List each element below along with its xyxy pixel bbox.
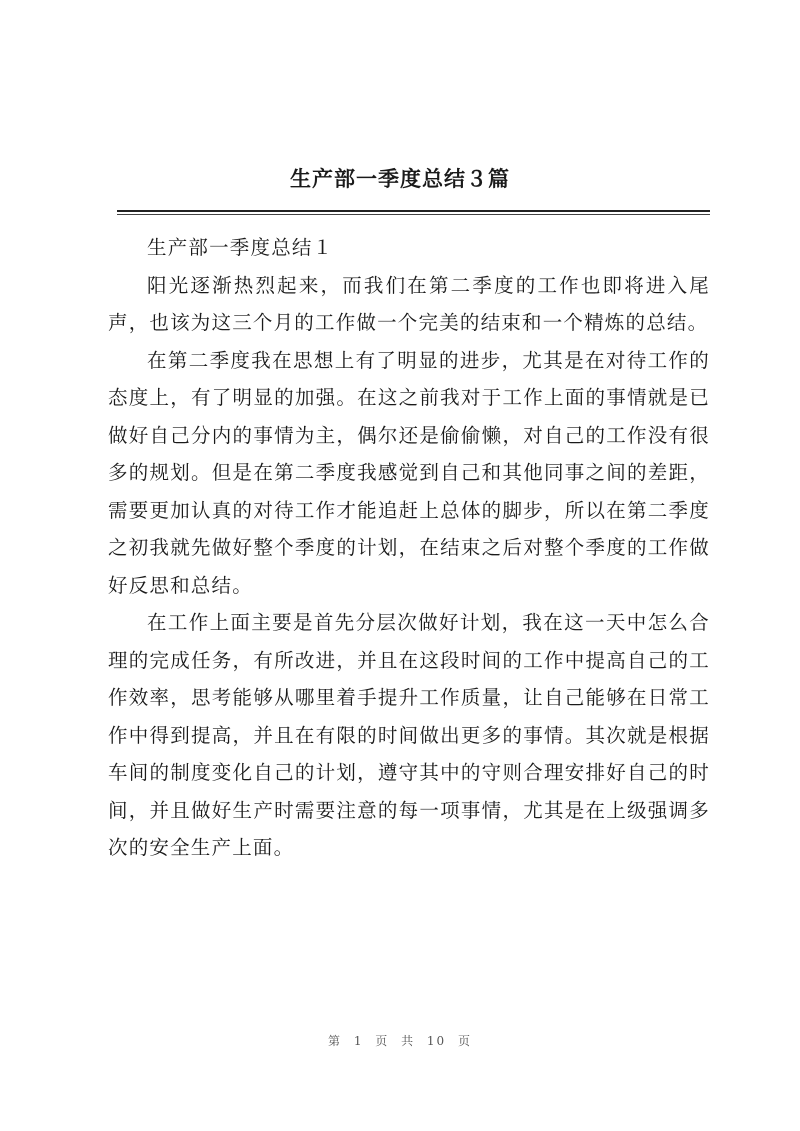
paragraph-3: 在工作上面主要是首先分层次做好计划，我在这一天中怎么合理的完成任务，有所改进，并且在这段时间的工作中提高自己的工作效率，思考能够从哪里着手提升工作质量，让自己能够在日常工作中得到提高，并且在有限的时间做出更多的事情。其次就是根据车间的制度变化自己的计划，遵守其中的守则合理安排好自己的时间，并且做好生产时需要注意的每一项事情，尤其是在上级强调多次的安全生产上面。 [108,611,710,859]
document-title: 生产部一季度总结３篇 [290,166,510,191]
document-body [108,229,710,867]
title-underline-thin [117,214,710,215]
section-heading: 生产部一季度总结１ [147,236,334,259]
title-underline [117,210,710,212]
paragraph-1: 阳光逐渐热烈起来，而我们在第二季度的工作也即将进入尾声，也该为这三个月的工作做一个完美的结束和一个精炼的总结。 [108,273,710,334]
paragraph-2: 在第二季度我在思想上有了明显的进步，尤其是在对待工作的态度上，有了明显的加强。在这之前我对于工作上面的事情就是已做好自己分内的事情为主，偶尔还是偷偷懒，对自己的工作没有很多的规划。但是在第二季度我感觉到自己和其他同事之间的差距，需要更加认真的对待工作才能追赶上总体的脚步，所以在第二季度之初我就先做好整个季度的计划，在结束之后对整个季度的工作做好反思和总结。 [108,348,710,597]
page-number-footer: 第 1 页 共 10 页 [328,1034,472,1048]
